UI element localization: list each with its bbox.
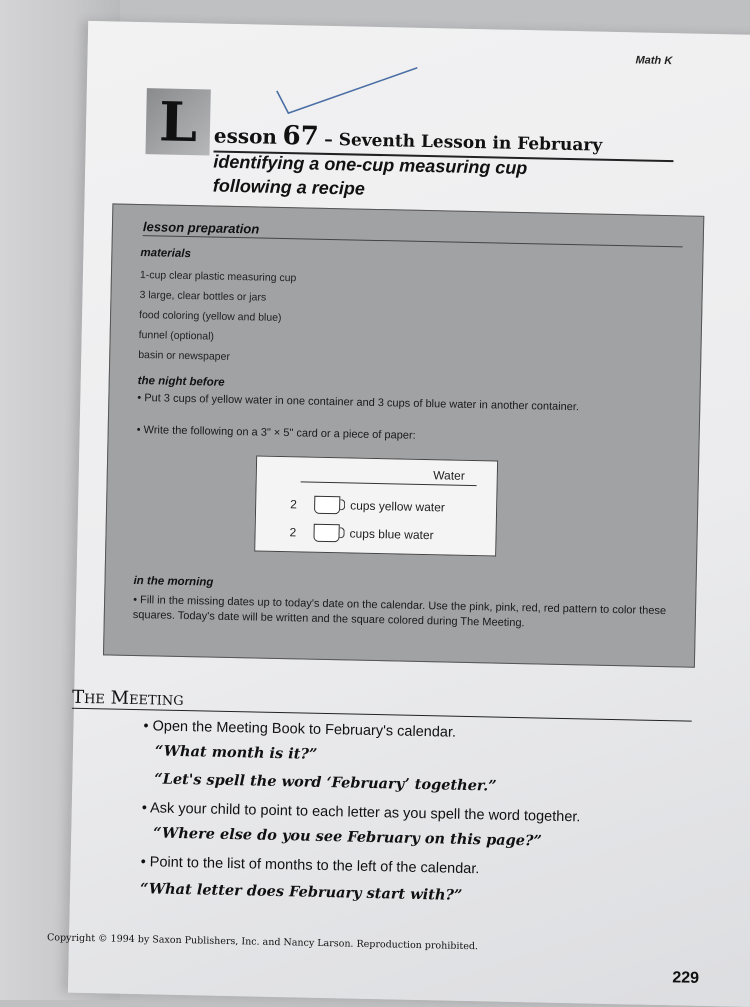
material-item: 3 large, clear bottles or jars — [139, 289, 267, 304]
recipe-row — [289, 523, 433, 544]
recipe-card — [254, 455, 498, 556]
copyright-notice: Copyright © 1994 by Saxon Publishers, Inc. and Nancy Larson. Reproduction prohibited. — [46, 932, 479, 953]
recipe-row-text: cups blue water — [349, 526, 434, 543]
morning-bullet: • Fill in the missing dates up to today's date on the calendar. Use the pink, pink, red, red pattern to color these squares. Today's date will be written and the square colored during The Meeting. — [132, 593, 667, 630]
material-item: funnel (optional) — [138, 329, 215, 343]
measuring-cup-icon — [313, 524, 339, 543]
objective-1: identifying a one-cup measuring cup — [213, 151, 528, 179]
lesson-word: esson — [213, 123, 278, 149]
night-bullet-1: • Put 3 cups of yellow water in one container and 3 cups of blue water in another container. — [137, 391, 580, 414]
meeting-quote: “Let's spell the word ‘February’ together.” — [154, 770, 497, 795]
meeting-bullet: • Ask your child to point to each letter as you spell the word together. — [141, 800, 581, 826]
meeting-quote: “What month is it?” — [154, 742, 318, 763]
subject-label: Math K — [635, 54, 673, 68]
morning-bullet-text: Fill in the missing dates up to today's date on the calendar. Use the pink, pink, red, red pattern to color these squares. Today's date will be written and the square colored during The Meeting. — [132, 594, 667, 630]
night-bullet-1-text: Put 3 cups of yellow water in one container and 3 cups of blue water in another container. — [144, 392, 580, 414]
prep-title — [143, 219, 683, 247]
pen-check-mark — [266, 61, 427, 124]
page-number: 229 — [672, 969, 700, 987]
lesson-preparation-box — [103, 203, 704, 667]
materials-list — [138, 265, 296, 368]
meeting-bullet: • Point to the list of months to the left of the calendar. — [140, 854, 480, 878]
material-item: basin or newspaper — [138, 349, 231, 363]
night-bullet-2: • Write the following on a 3" × 5" card or a piece of paper: — [136, 423, 416, 442]
recipe-row-amount: 2 — [289, 525, 297, 540]
recipe-row-text: cups yellow water — [350, 498, 446, 515]
book-page — [46, 21, 750, 1007]
meeting-section-title: The Meeting — [72, 687, 692, 722]
meeting-bullet-text: Point to the list of months to the left of the calendar. — [149, 854, 480, 878]
meeting-quote: “What letter does February start with?” — [139, 880, 463, 904]
meeting-bullet-text: Open the Meeting Book to February's calendar. — [152, 718, 457, 741]
prep-title-text: lesson preparation — [143, 219, 266, 237]
meeting-bullet-text: Ask your child to point to each letter as you spell the word together. — [149, 800, 581, 826]
material-item: food coloring (yellow and blue) — [138, 309, 282, 324]
meeting-bullet: • Open the Meeting Book to February's calendar. — [143, 718, 457, 741]
recipe-card-heading: Water — [301, 465, 477, 486]
recipe-row-amount: 2 — [290, 497, 298, 512]
lesson-initial-block: L — [145, 88, 210, 155]
night-bullet-2-text: Write the following on a 3" × 5" card or a piece of paper: — [143, 424, 416, 442]
recipe-row — [290, 495, 445, 516]
meeting-quote: “Where else do you see February on this page?” — [153, 824, 542, 850]
lesson-subtitle: – Seventh Lesson in February — [324, 129, 603, 156]
lesson-number: 67 — [282, 120, 320, 152]
lesson-objectives — [213, 150, 528, 205]
measuring-cup-icon — [314, 496, 340, 515]
objective-2: following a recipe — [212, 175, 366, 199]
material-item: 1-cup clear plastic measuring cup — [139, 269, 297, 285]
materials-heading: materials — [140, 247, 192, 261]
morning-heading: in the morning — [133, 574, 214, 589]
night-before-heading: the night before — [137, 374, 225, 389]
